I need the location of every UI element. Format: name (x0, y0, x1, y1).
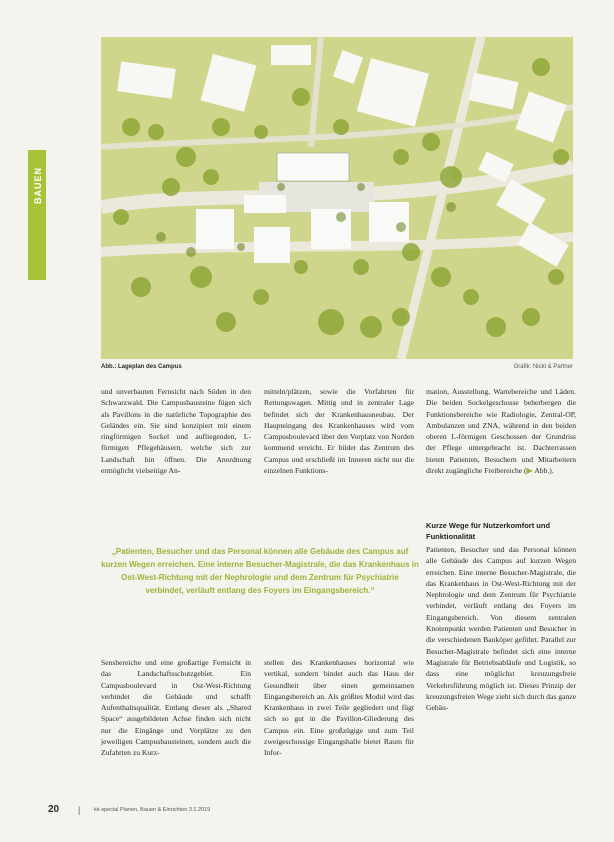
column-1-bottom (101, 657, 251, 759)
page-footer (48, 804, 578, 818)
body-text: Sensbereiche und eine großartige Fernsicht in das Landschaftsschutzgebiet. Ein Campusboulevard in Ost-West-Richtung verbindet die Gebäude und schafft Aufenthaltsqualität. Entlang dieser als „Shared Space“ ausgebildeten Achse finden sich nicht nur die Eingänge und Vorplätze zu den jeweiligen Campusbausteinen, sondern auch die Zufahrten zu Kurz- (101, 658, 251, 758)
pull-quote-text: „Patienten, Besucher und das Personal können alle Gebäude des Campus auf kurzen Wegen erreichen. Eine interne Besucher-Magistrale, die das Krankenhaus in Ost-West-Richtung mit der Nephrologie und dem Zentrum für Psychiatrie verbindet, verläuft entlang des Foyers im Eingangsbereich.“ (101, 547, 419, 595)
publication-name: kk-special Planen, Bauen & Einrichten 3.1.2019 (94, 807, 211, 813)
column-3-top (426, 386, 576, 476)
section-tab-label: BAUEN (33, 166, 43, 204)
body-text-main: mation, Ausstellung, Wartebereiche und Läden. Die beiden Sockelgeschosse beherbergen die Funktionsbereiche wie Radiologie, Zentral-OP, Ambulanzen und ZNA, während in den beiden oberen L-förmigen Geschossen der Grundriss der Pflege untergebracht ist. Dachterrassen bieten Patienten, Besuchern und Mitarbeitern direkt zugängliche Freibereiche ( (426, 387, 576, 476)
body-text: und unverbauten Fernsicht nach Süden in den Schwarzwald. Die Campusbausteine fügen sich als Pavillons in die natürliche Topographie des Geländes ein. Sie sind konzipiert mit einem ringförmigen Sockel und aufliegenden, L-förmigen Pflegehäusern, welche sich zur Landschaft hin öffnen. Die Anordnung ermöglicht vielseitige An- (101, 387, 251, 476)
footer-divider: | (78, 805, 81, 815)
page-number: 20 (48, 804, 60, 815)
body-text: stellen des Krankenhauses horizontal wie vertikal, sondern bindet auch das Haus der Gesundheit über einen gemeinsamen Eingangsbereich an. Als größtes Modul wird das Krankenhaus in zwei Teile gegliedert und fügt sich so gut in die Pavillon-Gliederung des Campus ein. Eine großzügige und zum Teil zweigeschossige Eingangshalle bietet Raum für Infor- (264, 658, 414, 758)
column-1-top (101, 386, 251, 476)
figure-caption (101, 364, 573, 376)
subheading: Kurze Wege für Nutzerkomfort und Funktionalität (426, 521, 551, 541)
site-plan-image (101, 37, 573, 359)
image-credit: Grafik: Nickl & Partner (513, 364, 573, 370)
arrow-icon: ▶ (526, 466, 535, 476)
body-text: mitteln/plätzen, sowie die Vorfahrten für Rettungswagen. Mittig und in zentraler Lage befindet sich der Krankenhausneubau. Der Haupteingang des Krankenhauses wird vom Campusboulevard über den Vorplatz von Norden kommend erreicht. Er bildet das Zentrum des Campus und erschließt im Inneren nicht nur die einzelnen Funktions- (264, 387, 414, 476)
column-2-top (264, 386, 414, 476)
pull-quote (101, 545, 419, 635)
figure-reference: Abb.). (534, 466, 554, 476)
column-2-bottom (264, 657, 414, 759)
caption-label: Abb.: Lageplan des Campus (101, 364, 182, 370)
body-text (426, 386, 576, 476)
section-tab (28, 150, 46, 280)
site-plan-illustration (101, 37, 573, 359)
body-text: Patienten, Besucher und das Personal können alle Gebäude des Campus auf kurzen Wegen erreichen. Eine interne Besucher-Magistrale, die das Krankenhaus in Ost-West-Richtung mit der Nephrologie und dem Zentrum für Psychiatrie verbindet, verläuft entlang des Foyers im Eingangsbereich. Von diesem zentralen Knotenpunkt werden Patienten und Besucher in die verschiedenen Bauköper geführt. Parallel zur Besucher-Magistrale befindet sich eine interne Magistrale für Betriebsabläufe und Logistik, so dass eine möglichst kreuzungsfreie Verkehrsführung möglich ist. Dieses Prinzip der kreuzungsfreien Wege zieht sich durch das ganze Gebäu- (426, 545, 576, 713)
column-3-bottom (426, 544, 576, 713)
